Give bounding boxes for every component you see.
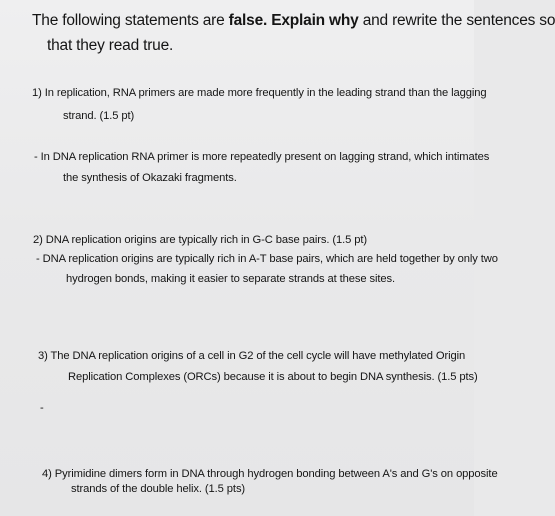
question-1-line-1: 1) In replication, RNA primers are made more frequently in the leading strand than the lagging bbox=[32, 87, 487, 99]
instructions-line-1 bbox=[32, 12, 555, 30]
answer-2-line-2: hydrogen bonds, making it easier to separate strands at these sites. bbox=[66, 273, 396, 285]
question-2-line-1: 2) DNA replication origins are typically rich in G-C base pairs. (1.5 pt) bbox=[33, 234, 368, 246]
instructions-suffix: and rewrite the sentences so bbox=[358, 12, 555, 29]
question-3-line-1: 3) The DNA replication origins of a cell in G2 of the cell cycle will have methylated Origin bbox=[38, 350, 466, 362]
question-4-line-2: strands of the double helix. (1.5 pts) bbox=[71, 483, 246, 495]
instructions-prefix: The following statements are bbox=[32, 12, 229, 29]
answer-1-line-2: the synthesis of Okazaki fragments. bbox=[63, 172, 237, 184]
question-3-line-2: Replication Complexes (ORCs) because it is about to begin DNA synthesis. (1.5 pts) bbox=[68, 371, 478, 383]
question-1-line-2: strand. (1.5 pt) bbox=[63, 110, 135, 122]
answer-3-dash: - bbox=[40, 402, 44, 414]
answer-2-line-1: - DNA replication origins are typically rich in A-T base pairs, which are held together by only two bbox=[36, 253, 498, 265]
instructions-bold: false. Explain why bbox=[228, 12, 359, 29]
question-4-line-1: 4) Pyrimidine dimers form in DNA through hydrogen bonding between A's and G's on opposite bbox=[42, 468, 498, 480]
answer-1-line-1: - In DNA replication RNA primer is more repeatedly present on lagging strand, which intimates bbox=[34, 151, 490, 163]
instructions-line-2: that they read true. bbox=[47, 37, 174, 54]
